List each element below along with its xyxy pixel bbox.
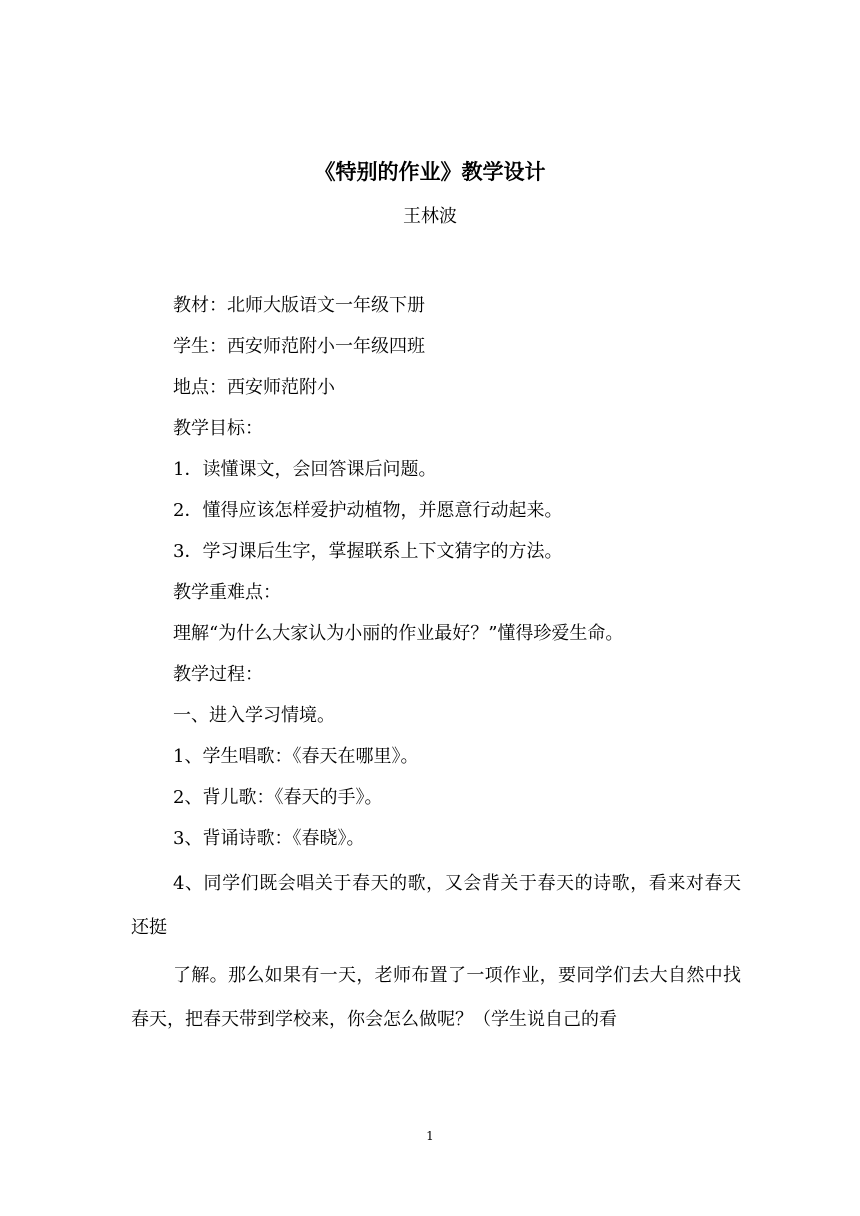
objective-item-3: 3．学习课后生字，掌握联系上下文猜字的方法。 (173, 541, 563, 562)
process-item-2: 2、背儿歌：《春天的手》。 (173, 787, 383, 808)
key-point-text: 理解“为什么大家认为小丽的作业最好？”懂得珍爱生命。 (173, 623, 624, 644)
process-item-1: 1、学生唱歌：《春天在哪里》。 (173, 746, 419, 767)
objective-item-2: 2．懂得应该怎样爱护动植物，并愿意行动起来。 (173, 500, 563, 521)
body-paragraph-2: 了解。那么如果有一天，老师布置了一项作业，要同学们去大自然中找春天，把春天带到学校来，你会怎么做呢？（学生说自己的看 (131, 965, 741, 1030)
section-heading-process: 教学过程： (173, 664, 263, 685)
section-heading-objectives: 教学目标： (173, 418, 263, 439)
page-number: 1 (426, 1129, 434, 1143)
text-line-students: 学生：西安师范附小一年级四班 (173, 336, 425, 357)
process-step-heading: 一、进入学习情境。 (173, 705, 335, 726)
process-item-3: 3、背诵诗歌：《春晓》。 (173, 828, 365, 849)
objective-item-1: 1．读懂课文，会回答课后问题。 (173, 459, 437, 480)
text-line-location: 地点：西安师范附小 (173, 377, 335, 398)
section-heading-key-points: 教学重难点： (173, 582, 281, 603)
document-title: 《特别的作业》教学设计 (314, 159, 546, 184)
text-line-textbook: 教材：北师大版语文一年级下册 (173, 295, 425, 316)
body-paragraph-1: 4、同学们既会唱关于春天的歌，又会背关于春天的诗歌，看来对春天还挺 (131, 873, 741, 938)
document-body (131, 290, 741, 1042)
document-author: 王林波 (403, 206, 457, 227)
